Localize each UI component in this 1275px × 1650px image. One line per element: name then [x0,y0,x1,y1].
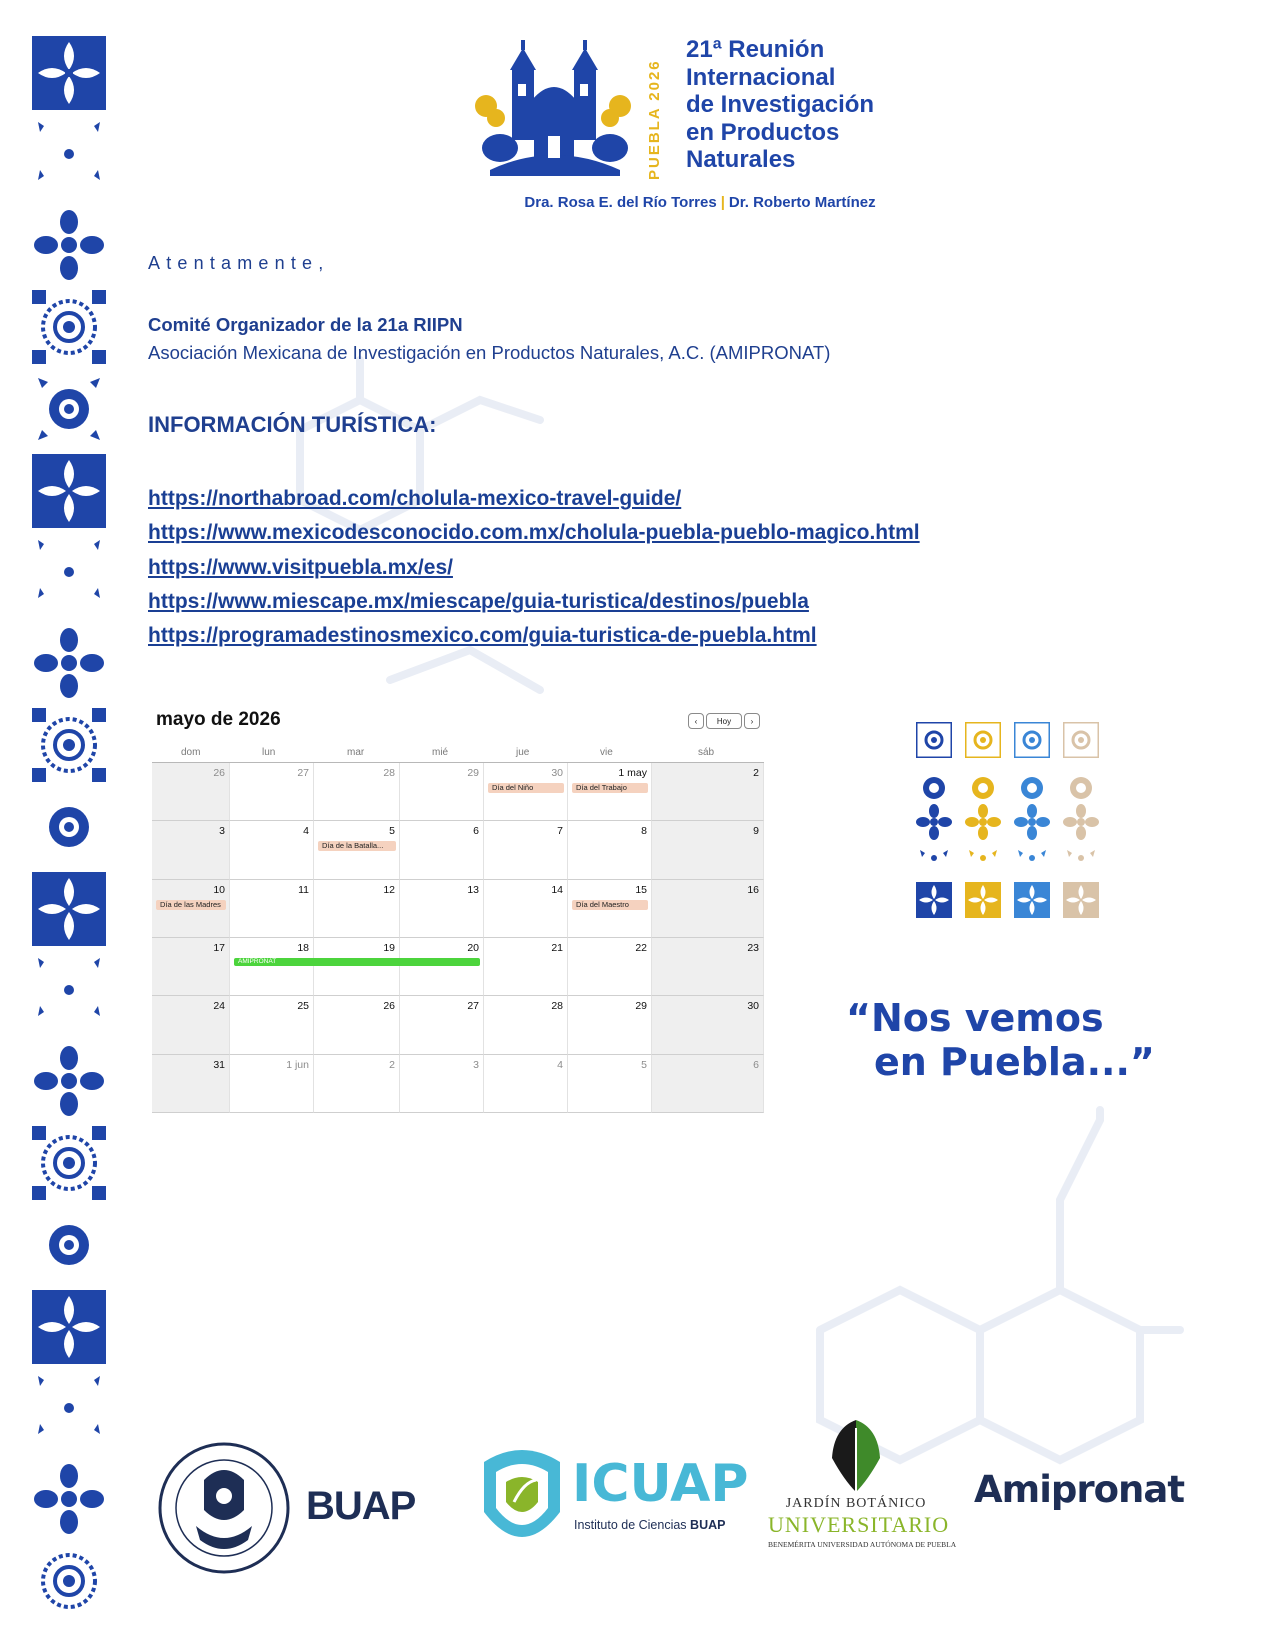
talavera-flower-tile-icon [32,208,106,282]
calendar-day-cell[interactable] [568,880,652,938]
talavera-border [30,36,108,1626]
calendar-day-cell[interactable] [484,880,568,938]
calendar-day-cell[interactable] [314,880,400,938]
weekday-label: vie [600,747,613,758]
calendar-day-number: 7 [557,825,563,838]
calendar-day-cell[interactable] [652,880,764,938]
calendar-day-cell[interactable] [400,996,484,1054]
jardin-botanico-logo: JARDÍN BOTÁNICO UNIVERSITARIO BENEMÉRITA UNIVERSIDAD AUTÓNOMA DE PUEBLA [768,1418,948,1558]
calendar-day-number: 5 [389,825,395,838]
calendar-day-cell[interactable] [484,938,568,996]
talavera-sun-swatch-icon [916,770,952,806]
icuap-emblem-icon [474,1442,570,1558]
calendar-day-cell[interactable] [230,1055,314,1113]
calendar-day-cell[interactable] [152,821,230,879]
ornament-icon [30,534,108,604]
calendar-day-number: 27 [297,767,309,779]
puebla-2026-vertical-label: PUEBLA 2026 [646,59,663,180]
icuap-logo-text: ICUAP [572,1454,749,1514]
talavera-dot-swatch-icon [916,846,952,882]
talavera-flower-tile-icon [32,1462,106,1536]
buap-logo-text: BUAP [306,1484,416,1528]
calendar-month-title: mayo de 2026 [156,709,281,730]
calendar-day-number: 31 [213,1058,225,1071]
calendar-day-number: 5 [641,1058,647,1071]
calendar-day-number: 28 [383,767,395,779]
calendar-day-number: 14 [551,883,563,896]
calendar-day-cell[interactable] [152,880,230,938]
calendar-day-number: 26 [383,1000,395,1013]
calendar-day-number: 18 [297,942,309,954]
calendar-day-number: 1 may [618,767,647,779]
calendar-day-number: 24 [213,1000,225,1013]
calendar-day-cell[interactable] [152,1055,230,1113]
calendar-day-number: 2 [753,767,759,779]
committee-name: Comité Organizador de la 21a RIIPN [148,314,463,335]
slogan-line-2: en Puebla...” [874,1040,1155,1084]
calendar-day-number: 15 [635,883,647,896]
calendar-day-cell[interactable] [230,938,314,996]
talavera-sun-swatch-icon [965,770,1001,806]
calendar-day-cell[interactable] [484,821,568,879]
amipronat-logo: Amipronat [974,1468,1185,1511]
calendar-day-cell[interactable] [314,1055,400,1113]
calendar-day-number: 2 [389,1058,395,1071]
talavera-lace-tile-icon [32,708,106,782]
calendar-day-number: 6 [473,825,479,838]
ornament-icon [30,116,108,186]
calendar-widget [152,703,764,1113]
calendar-day-number: 9 [753,825,759,838]
calendar-day-cell[interactable] [314,938,400,996]
tourist-links-list [148,482,920,653]
calendar-day-number: 11 [298,883,309,896]
calendar-day-number: 27 [467,1000,479,1013]
calendar-day-cell[interactable] [568,938,652,996]
talavera-lace-swatch-icon [1063,722,1099,758]
ornament-icon [30,1370,108,1440]
tourist-info-heading: INFORMACIÓN TURÍSTICA: [148,412,437,437]
calendar-day-number: 30 [747,1000,759,1013]
icuap-logo [474,1442,749,1558]
talavera-lace-tile-icon [32,1544,106,1618]
organizer-2: Dr. Roberto Martínez [728,194,876,211]
talavera-flower-swatch-icon [1014,804,1050,840]
buap-seal-logo [156,1440,292,1576]
calendar-day-number: 30 [551,767,563,779]
calendar-day-number: 20 [467,942,479,954]
talavera-tile-icon [32,454,106,528]
calendar-day-cell[interactable] [314,763,400,821]
cathedral-logo-icon [470,40,650,180]
calendar-day-number: 3 [473,1058,479,1071]
calendar-day-cell[interactable] [484,763,568,821]
calendar-day-cell[interactable] [400,938,484,996]
calendar-day-cell[interactable] [652,996,764,1054]
calendar-day-cell[interactable] [230,880,314,938]
calendar-event[interactable]: Día del Maestro [572,900,648,910]
calendar-day-number: 25 [297,1000,309,1013]
calendar-day-cell[interactable] [400,1055,484,1113]
calendar-day-cell[interactable] [230,821,314,879]
organizer-separator: | [720,194,725,211]
talavera-tile-swatch-icon [1014,882,1050,918]
calendar-day-cell[interactable] [314,821,400,879]
calendar-event[interactable]: Día del Niño [488,783,564,793]
calendar-day-cell[interactable] [314,996,400,1054]
calendar-day-number: 29 [467,767,479,779]
calendar-day-number: 22 [635,942,647,954]
talavera-flower-swatch-icon [965,804,1001,840]
talavera-sun-tile-icon [32,790,106,864]
conference-title: 21ª Reunión Internacional de Investigación en Productos Naturales [686,36,875,173]
talavera-sun-tile-icon [32,372,106,446]
calendar-day-number: 6 [753,1058,759,1071]
calendar-day-number: 26 [213,767,225,779]
ornament-icon [30,952,108,1022]
calendar-day-cell[interactable] [652,763,764,821]
calendar-grid [152,763,764,1113]
calendar-event[interactable]: Día del Trabajo [572,783,648,793]
talavera-flower-swatch-icon [916,804,952,840]
calendar-day-cell[interactable] [152,996,230,1054]
weekday-label: mar [347,747,365,758]
calendar-day-cell[interactable] [568,996,652,1054]
talavera-tile-swatch-icon [1063,882,1099,918]
calendar-day-number: 28 [551,1000,563,1013]
weekday-label: lun [262,747,276,758]
calendar-day-number: 10 [213,883,225,896]
calendar-day-cell[interactable] [230,763,314,821]
calendar-day-number: 16 [747,883,759,896]
talavera-flower-tile-icon [32,626,106,700]
calendar-day-number: 17 [213,942,225,954]
conference-header [470,32,930,222]
tourist-link[interactable]: https://northabroad.com/cholula-mexico-travel-guide/ [148,487,682,510]
calendar-day-number: 8 [641,825,647,838]
talavera-swatches [916,722,1116,922]
talavera-tile-icon [32,1290,106,1364]
talavera-dot-swatch-icon [965,846,1001,882]
tourist-link[interactable]: https://www.miescape.mx/miescape/guia-turistica/destinos/puebla [148,589,809,613]
calendar-day-cell[interactable] [652,1055,764,1113]
talavera-lace-swatch-icon [916,722,952,758]
talavera-sun-tile-icon [32,1208,106,1282]
calendar-day-cell[interactable] [652,821,764,879]
organizers-line [470,194,930,211]
calendar-nav [688,713,760,729]
calendar-day-number: 29 [635,1000,647,1013]
talavera-sun-swatch-icon [1063,770,1099,806]
tourist-link[interactable]: https://www.mexicodesconocido.com.mx/cholula-puebla-pueblo-magico.html [148,521,920,545]
talavera-lace-swatch-icon [965,722,1001,758]
calendar-day-number: 23 [747,942,759,954]
calendar-day-cell[interactable] [400,880,484,938]
talavera-tile-swatch-icon [965,882,1001,918]
calendar-day-number: 3 [219,825,225,838]
weekday-label: mié [432,747,449,758]
talavera-lace-tile-icon [32,290,106,364]
talavera-tile-icon [32,872,106,946]
talavera-sun-swatch-icon [1014,770,1050,806]
leaf-logo-icon [824,1418,888,1494]
icuap-subtitle: Instituto de Ciencias BUAP [574,1518,726,1532]
calendar-day-cell[interactable] [484,996,568,1054]
association-name: Asociación Mexicana de Investigación en Productos Naturales, A.C. (AMIPRONAT) [148,342,831,363]
calendar-day-number: 19 [383,942,395,954]
calendar-day-number: 12 [383,883,395,896]
organizer-1: Dra. Rosa E. del Río Torres [524,194,717,211]
calendar-day-number: 13 [467,883,479,896]
chevron-right-icon[interactable]: › [744,713,760,729]
weekday-label: dom [181,747,201,758]
talavera-dot-swatch-icon [1014,846,1050,882]
calendar-event-amipronat[interactable]: AMIPRONAT [234,958,480,966]
calendar-day-cell[interactable] [400,763,484,821]
chevron-left-icon[interactable]: ‹ [688,713,704,729]
talavera-lace-swatch-icon [1014,722,1050,758]
talavera-flower-swatch-icon [1063,804,1099,840]
slogan [846,996,1206,1084]
calendar-day-cell[interactable] [568,821,652,879]
calendar-day-cell[interactable] [230,996,314,1054]
weekday-label: jue [516,747,530,758]
slogan-line-1: “Nos vemos [846,996,1104,1040]
calendar-day-number: 21 [551,942,563,954]
talavera-lace-tile-icon [32,1126,106,1200]
talavera-tile-swatch-icon [916,882,952,918]
calendar-day-cell[interactable] [400,821,484,879]
calendar-day-number: 1 jun [286,1058,309,1071]
calendar-day-cell[interactable] [568,1055,652,1113]
calendar-day-cell[interactable] [652,938,764,996]
talavera-flower-tile-icon [32,1044,106,1118]
calendar-day-cell[interactable] [484,1055,568,1113]
calendar-event[interactable]: Día de la Batalla... [318,841,396,851]
tourist-link[interactable]: https://programadestinosmexico.com/guia-turistica-de-puebla.html [148,624,817,648]
talavera-tile-icon [32,36,106,110]
calendar-day-cell[interactable] [152,763,230,821]
closing-salutation: Atentamente, [148,253,330,273]
weekday-header [152,741,764,763]
talavera-dot-swatch-icon [1063,846,1099,882]
calendar-day-number: 4 [557,1058,563,1071]
tourist-link[interactable]: https://www.visitpuebla.mx/es/ [148,555,453,579]
calendar-day-cell[interactable] [568,763,652,821]
calendar-event[interactable]: Día de las Madres [156,900,226,910]
calendar-day-cell[interactable] [152,938,230,996]
calendar-day-number: 4 [303,825,309,838]
today-button[interactable]: Hoy [706,713,742,729]
weekday-label: sáb [698,747,715,758]
